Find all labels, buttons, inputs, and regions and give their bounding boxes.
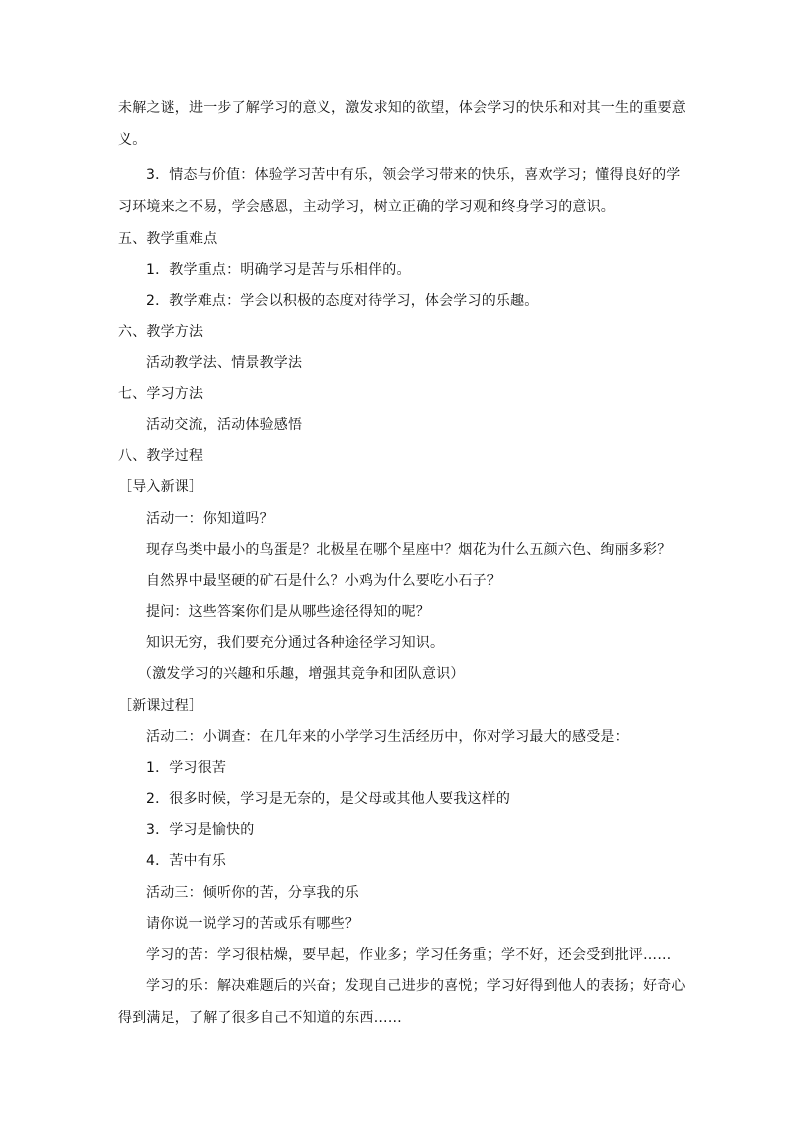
paragraph-line: 活动三：倾听你的苦，分享我的乐 (146, 885, 359, 901)
paragraph-line: 学习的苦：学习很枯燥，要早起，作业多；学习任务重；学不好，还会受到批评…… (146, 947, 672, 963)
paragraph-line: 请你说一说学习的苦或乐有哪些？ (146, 916, 359, 932)
paragraph-line: 3．情态与价值：体验学习苦中有乐，领会学习带来的快乐，喜欢学习；懂得良好的学 (146, 167, 681, 183)
subsection-label: ［导入新课］ (118, 479, 204, 495)
paragraph-line: 活动交流，活动体验感悟 (146, 417, 303, 433)
paragraph-line: 学习的乐：解决难题后的兴奋；发现自己进步的喜悦；学习好得到他人的表扬；好奇心 (146, 978, 686, 994)
list-item: 1．学习很苦 (146, 760, 227, 776)
section-heading: 七、学习方法 (118, 386, 204, 402)
paragraph-line: 活动二：小调查：在几年来的小学学习生活经历中，你对学习最大的感受是： (146, 729, 629, 745)
paragraph-line: 得到满足，了解了很多自己不知道的东西…… (118, 1010, 402, 1026)
paragraph-line: （激发学习的兴趣和乐趣，增强其竞争和团队意识） (138, 666, 465, 682)
list-item: 2．很多时候，学习是无奈的，是父母或其他人要我这样的 (146, 791, 511, 807)
list-item: 4．苦中有乐 (146, 853, 227, 869)
paragraph-line: 1．教学重点：明确学习是苦与乐相伴的。 (146, 262, 411, 278)
paragraph-line: 自然界中最坚硬的矿石是什么？小鸡为什么要吃小石子？ (146, 573, 501, 589)
paragraph-line: 义。 (118, 132, 147, 148)
paragraph-line: 活动教学法、情景教学法 (146, 355, 303, 371)
section-heading: 五、教学重难点 (118, 231, 218, 247)
paragraph-line: 习环境来之不易，学会感恩，主动学习，树立正确的学习观和终身学习的意识。 (118, 199, 615, 215)
paragraph-line: 2．教学难点：学会以积极的态度对待学习，体会学习的乐趣。 (146, 293, 539, 309)
subsection-label: ［新课过程］ (118, 698, 204, 714)
paragraph-line: 活动一：你知道吗？ (146, 511, 274, 527)
section-heading: 八、教学过程 (118, 448, 204, 464)
paragraph-line: 未解之谜，进一步了解学习的意义，激发求知的欲望，体会学习的快乐和对其一生的重要意 (118, 100, 686, 116)
paragraph-line: 知识无穷，我们要充分通过各种途径学习知识。 (146, 635, 445, 651)
list-item: 3．学习是愉快的 (146, 822, 255, 838)
paragraph-line: 现存鸟类中最小的鸟蛋是？北极星在哪个星座中？烟花为什么五颜六色、绚丽多彩？ (146, 542, 672, 558)
paragraph-line: 提问：这些答案你们是从哪些途径得知的呢？ (146, 604, 430, 620)
section-heading: 六、教学方法 (118, 324, 204, 340)
